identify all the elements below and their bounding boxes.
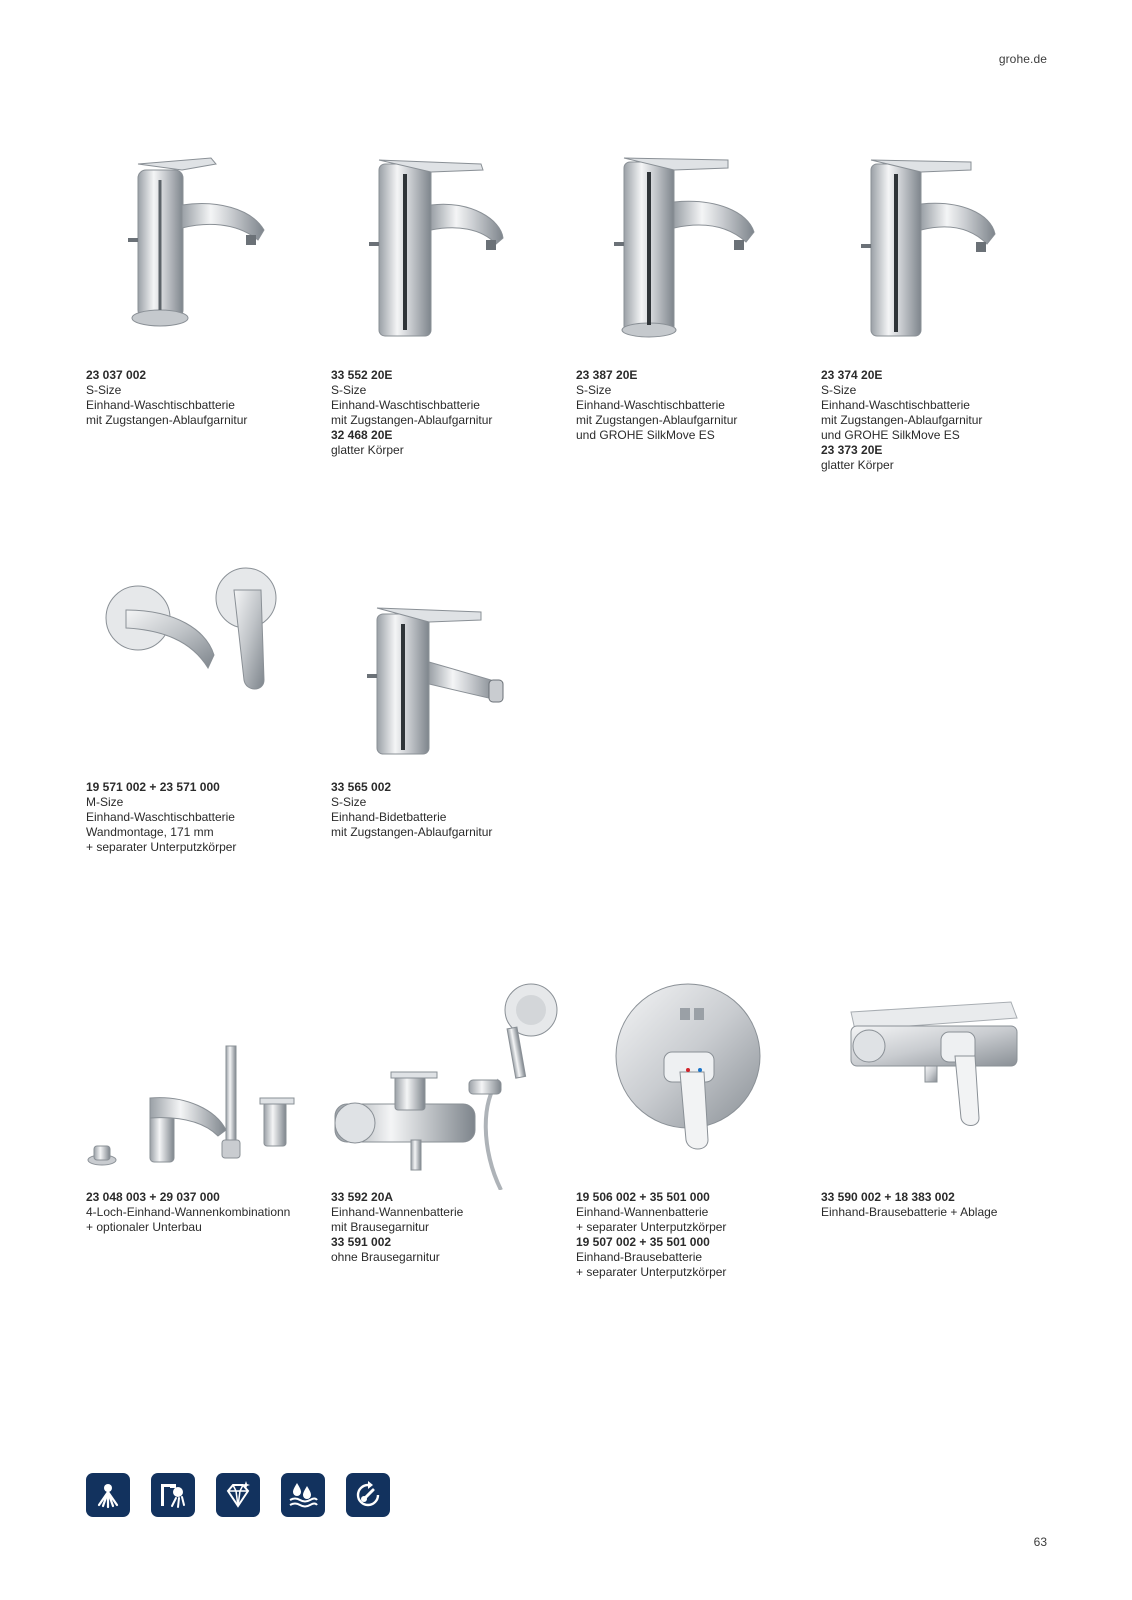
product-description: + separater Unterputzkörper — [576, 1220, 727, 1234]
product-description: Einhand-Bidetbatterie — [331, 810, 447, 824]
basin-mixer-image — [821, 150, 1059, 340]
wall-basin-mixer-image — [86, 560, 324, 710]
product-description: Einhand-Brausebatterie — [576, 1250, 703, 1264]
product-description: und GROHE SilkMove ES — [821, 428, 960, 442]
product-size: S-Size — [331, 383, 367, 397]
product-description: glatter Körper — [331, 443, 404, 457]
product-description: + separater Unterputzkörper — [86, 840, 237, 854]
product-caption — [86, 368, 324, 428]
product-description: Einhand-Waschtischbatterie — [331, 398, 480, 412]
product-description: Einhand-Waschtischbatterie — [86, 398, 235, 412]
basin-mixer-image — [576, 150, 814, 340]
product-description: glatter Körper — [821, 458, 894, 472]
product-code: 23 373 20E — [821, 443, 883, 457]
product-code: 19 571 002 + 23 571 000 — [86, 780, 220, 794]
product-size: S-Size — [576, 383, 612, 397]
product-description: mit Zugstangen-Ablaufgarnitur — [331, 413, 493, 427]
product-size: S-Size — [86, 383, 122, 397]
product-description: Wandmontage, 171 mm — [86, 825, 214, 839]
product-description: und GROHE SilkMove ES — [576, 428, 715, 442]
product-description: mit Zugstangen-Ablaufgarnitur — [821, 413, 983, 427]
shower-head-icon — [151, 1473, 195, 1517]
product-code: 23 374 20E — [821, 368, 883, 382]
product-size: S-Size — [331, 795, 367, 809]
bidet-mixer-image — [331, 600, 569, 760]
product-code: 23 387 20E — [576, 368, 638, 382]
product-code: 19 506 002 + 35 501 000 — [576, 1190, 710, 1204]
concealed-mixer-image — [576, 980, 814, 1160]
header-url: grohe.de — [998, 52, 1047, 66]
product-caption — [86, 780, 324, 855]
product-code: 33 552 20E — [331, 368, 393, 382]
feature-icons — [86, 1473, 390, 1517]
product-description: ohne Brausegarnitur — [331, 1250, 440, 1264]
product-description: mit Zugstangen-Ablaufgarnitur — [576, 413, 738, 427]
product-code: 33 591 002 — [331, 1235, 392, 1249]
rotation-icon — [346, 1473, 390, 1517]
product-code: 32 468 20E — [331, 428, 393, 442]
product-code: 23 037 002 — [86, 368, 147, 382]
product-description: + separater Unterputzkörper — [576, 1265, 727, 1279]
product-description: 4-Loch-Einhand-Wannenkombinationn — [86, 1205, 291, 1219]
basin-mixer-image — [86, 150, 324, 340]
product-description: Einhand-Waschtischbatterie — [576, 398, 725, 412]
basin-mixer-image — [331, 150, 569, 340]
bath-mixer-with-shower-image — [331, 980, 569, 1190]
product-description: mit Zugstangen-Ablaufgarnitur — [331, 825, 493, 839]
page-number: 63 — [1033, 1535, 1047, 1549]
product-code: 33 590 002 + 18 383 002 — [821, 1190, 955, 1204]
product-description: Einhand-Wannenbatterie — [331, 1205, 464, 1219]
product-description: Einhand-Waschtischbatterie — [821, 398, 970, 412]
product-size: M-Size — [86, 795, 124, 809]
rain-spray-icon — [86, 1473, 130, 1517]
water-saving-icon — [281, 1473, 325, 1517]
product-caption — [331, 780, 569, 840]
product-code: 33 592 20A — [331, 1190, 394, 1204]
product-caption — [331, 1190, 569, 1265]
shower-mixer-with-shelf-image — [821, 990, 1059, 1140]
product-caption — [86, 1190, 324, 1235]
product-description: Einhand-Waschtischbatterie — [86, 810, 235, 824]
product-caption — [821, 368, 1059, 473]
product-size: S-Size — [821, 383, 857, 397]
bath-combination-image — [86, 1040, 324, 1190]
product-code: 23 048 003 + 29 037 000 — [86, 1190, 220, 1204]
product-description: mit Zugstangen-Ablaufgarnitur — [86, 413, 248, 427]
product-caption — [576, 1190, 814, 1280]
product-description: mit Brausegarnitur — [331, 1220, 430, 1234]
product-description: Einhand-Wannenbatterie — [576, 1205, 709, 1219]
diamond-icon — [216, 1473, 260, 1517]
product-code: 33 565 002 — [331, 780, 392, 794]
product-description: Einhand-Brausebatterie + Ablage — [821, 1205, 998, 1219]
product-description: + optionaler Unterbau — [86, 1220, 202, 1234]
product-caption — [821, 1190, 1059, 1220]
product-code: 19 507 002 + 35 501 000 — [576, 1235, 710, 1249]
product-caption — [331, 368, 569, 458]
product-caption — [576, 368, 814, 443]
